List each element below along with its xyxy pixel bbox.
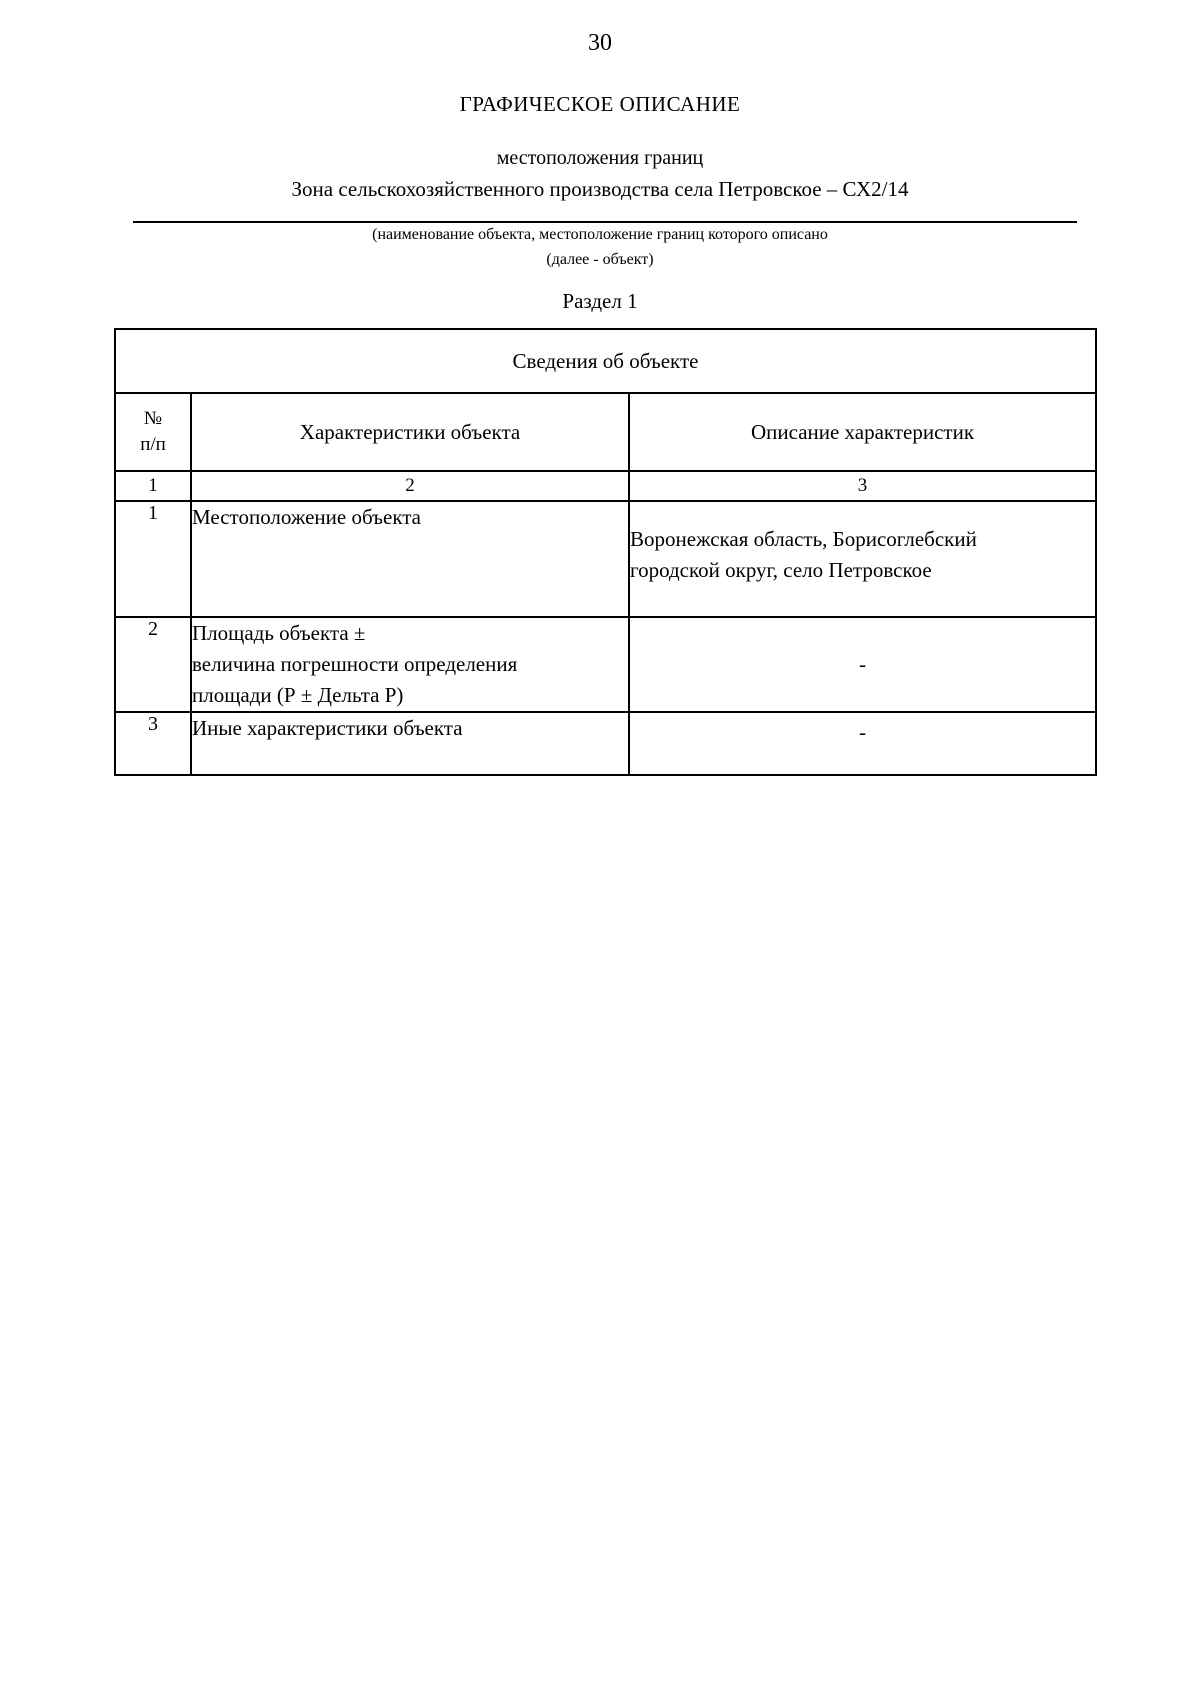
description-line: Воронежская область, Борисоглебский (630, 527, 977, 551)
header-characteristics: Характеристики объекта (191, 393, 629, 471)
column-number-1: 1 (115, 471, 191, 501)
table-header-row (115, 393, 1096, 471)
row-description (629, 712, 1096, 775)
document-title: ГРАФИЧЕСКОЕ ОПИСАНИЕ (459, 92, 741, 116)
row-number: 1 (115, 501, 191, 617)
object-caption-line-1: (наименование объекта, местоположение границ которого описано (372, 226, 828, 243)
header-number (115, 393, 191, 471)
header-number-line-2: п/п (140, 434, 166, 455)
row-characteristic (191, 712, 629, 775)
column-number-row (115, 471, 1096, 501)
section-heading: Раздел 1 (562, 289, 638, 313)
table-row (115, 501, 1096, 617)
row-description (629, 501, 1096, 617)
description-line: - (859, 720, 866, 744)
table-row (115, 712, 1096, 775)
document-subtitle-line-2: Зона сельскохозяйственного производства села Петровское – СХ2/14 (291, 177, 909, 201)
row-description (629, 617, 1096, 712)
row-characteristic (191, 617, 629, 712)
header-number-line-1: № (143, 408, 163, 429)
row-number: 3 (115, 712, 191, 775)
description-line: городской округ, село Петровское (630, 558, 932, 582)
description-line: - (859, 652, 866, 676)
table-caption: Сведения об объекте (115, 329, 1096, 393)
table-caption-row (115, 329, 1096, 393)
characteristic-line: Местоположение объекта (192, 505, 422, 529)
row-number: 2 (115, 617, 191, 712)
characteristic-line: площади (Р ± Дельта Р) (192, 683, 404, 707)
object-info-table (114, 328, 1097, 776)
document-subtitle-line-1: местоположения границ (496, 147, 704, 169)
object-caption-line-2: (далее - объект) (546, 251, 654, 268)
column-number-2: 2 (191, 471, 629, 501)
column-number-3: 3 (629, 471, 1096, 501)
table-row (115, 617, 1096, 712)
row-characteristic (191, 501, 629, 617)
header-description: Описание характеристик (629, 393, 1096, 471)
characteristic-line: Площадь объекта ± (192, 621, 366, 645)
characteristic-line: Иные характеристики объекта (192, 716, 463, 740)
page-number: 30 (588, 30, 612, 56)
characteristic-line: величина погрешности определения (192, 652, 518, 676)
title-underline (133, 221, 1077, 223)
